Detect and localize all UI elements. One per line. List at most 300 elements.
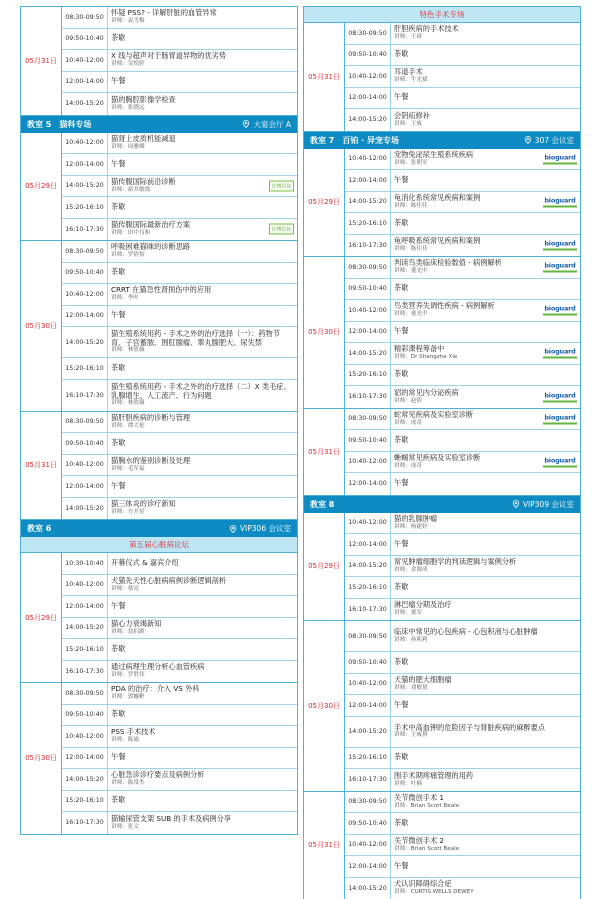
room-location <box>242 119 291 130</box>
room-name: 教室 5 猫科专场 <box>27 119 92 129</box>
session-title: 猫三体炎的诊疗新知 <box>111 499 176 509</box>
session-title: 猫的乳腺肿瘤 <box>394 513 438 523</box>
session-content <box>108 498 297 520</box>
session-title: 猫传腹国际最新治疗方案 <box>111 220 191 230</box>
session-title: PDA 的治疗：介入 VS 外科 <box>111 684 200 694</box>
logo-main: bio <box>544 413 556 422</box>
session-content <box>108 596 297 617</box>
session-time: 09:50-10:40 <box>62 705 108 726</box>
day-date: 05月29日 <box>21 553 62 682</box>
session-content <box>108 327 297 357</box>
session-title: 茶歇 <box>394 434 409 444</box>
session-time: 09:50-10:40 <box>345 45 391 66</box>
session-title: 茶歇 <box>394 581 409 591</box>
session-speaker: 讲师：董光中 <box>394 311 428 318</box>
session-time: 09:50-10:40 <box>345 430 391 451</box>
day-date: 05月31日 <box>304 792 345 899</box>
logo-accent: guard <box>555 391 576 400</box>
session-title: 鸟类营养失调性疾病 - 病例解析 <box>394 301 495 311</box>
session-speaker: 讲师：王琦 <box>394 34 422 41</box>
day-date: 05月29日 <box>304 513 345 621</box>
session-speaker: 讲师：吴悦婷 <box>111 61 145 68</box>
session-row <box>62 358 297 380</box>
session-content <box>391 365 580 386</box>
session-time: 14:00-15:20 <box>345 556 391 577</box>
session-speaker: 讲师：陈佳佳 <box>394 246 428 253</box>
session-row <box>62 219 297 241</box>
session-row <box>345 66 580 88</box>
session-speaker: 讲师：成奇 <box>394 462 422 469</box>
session-title: 午餐 <box>394 478 409 488</box>
room-location-text: VIP306 会议室 <box>239 524 291 533</box>
session-speaker: 讲师：翁伯源 <box>111 628 145 635</box>
session-content <box>108 306 297 327</box>
session-time: 10:40-12:00 <box>345 674 391 695</box>
session-time: 14:00-15:20 <box>62 498 108 520</box>
session-content <box>391 235 580 257</box>
session-speaker: 讲师：张晓远 <box>111 104 145 111</box>
session-time: 15:20-16:10 <box>345 748 391 769</box>
session-title: 午餐 <box>111 158 126 168</box>
session-row <box>62 661 297 683</box>
session-speaker: 讲师：周雅卿 <box>111 143 145 150</box>
session-content <box>391 279 580 300</box>
session-row <box>345 300 580 322</box>
day-date: 05月29日 <box>21 133 62 241</box>
session-row <box>62 7 297 29</box>
session-content <box>391 534 580 555</box>
session-title: 龟消化系统常见疾病和案例 <box>394 192 481 202</box>
day-block <box>21 412 297 521</box>
session-title: 茶歇 <box>111 201 126 211</box>
session-title: 貂的常见内分泌疾病 <box>394 387 459 397</box>
session-time: 16:10-17:30 <box>345 386 391 408</box>
day-date: 05月31日 <box>21 7 62 115</box>
session-row <box>345 717 580 748</box>
day-date: 05月31日 <box>304 23 345 131</box>
bioguard-logo <box>543 413 577 424</box>
logo-main: bio <box>544 304 556 313</box>
session-row <box>62 455 297 477</box>
session-title: 午餐 <box>111 76 126 86</box>
session-time: 09:50-10:40 <box>345 813 391 834</box>
session-row <box>345 409 580 431</box>
session-time: 14:00-15:20 <box>345 109 391 131</box>
session-time: 10:40-12:00 <box>62 575 108 596</box>
session-row <box>345 473 580 495</box>
session-content <box>108 553 297 574</box>
session-speaker: 讲师：张朝军 <box>394 159 428 166</box>
session-content <box>108 575 297 596</box>
session-speaker: 讲师：田中良和 <box>111 230 151 237</box>
session-content <box>108 154 297 175</box>
session-row <box>62 553 297 575</box>
session-speaker: 讲师：谭大伦 <box>111 422 145 429</box>
session-speaker: 讲师：叶楠 <box>394 780 422 787</box>
session-time: 14:00-15:20 <box>345 343 391 364</box>
session-content <box>108 639 297 660</box>
session-row <box>345 235 580 257</box>
session-row <box>345 213 580 235</box>
session-title: 蛇常见疾病及实验室诊断 <box>394 409 474 419</box>
logo-accent: guard <box>555 239 576 248</box>
session-content <box>391 813 580 834</box>
session-content <box>108 618 297 639</box>
logo-accent: guard <box>555 304 576 313</box>
session-row <box>62 498 297 520</box>
session-speaker: 讲师：张文 <box>111 823 139 830</box>
session-row <box>345 365 580 387</box>
session-row <box>345 556 580 578</box>
logo-accent: guard <box>555 261 576 270</box>
session-row <box>62 154 297 176</box>
session-content <box>108 241 297 262</box>
session-title: 精彩课程筹备中 <box>394 344 445 354</box>
session-row <box>345 835 580 857</box>
room-header <box>304 132 580 149</box>
day-block <box>21 133 297 242</box>
session-time: 15:20-16:10 <box>345 365 391 386</box>
session-title: 猫输尿管支架 SUB 的手术及病例分享 <box>111 813 231 823</box>
session-title: 猫生殖系统用药 - 手术之外的治疗选择（一）：药物节育、子宫蓄脓、围肛腺瘤、睾丸腺肥大、尿失禁 <box>111 328 280 347</box>
logo-accent: guard <box>555 153 576 162</box>
session-content <box>391 556 580 577</box>
session-speaker: 讲师：CURTIS WELLS DEWEY <box>394 889 474 896</box>
day-date: 05月30日 <box>21 683 62 834</box>
session-title: 茶歇 <box>394 283 409 293</box>
session-content <box>108 705 297 726</box>
room-location-text: 大宴会厅 A <box>253 119 291 129</box>
session-row <box>345 386 580 408</box>
session-content <box>391 513 580 534</box>
session-speaker: 讲师：陈常杰 <box>111 780 145 787</box>
session-time: 16:10-17:30 <box>62 812 108 834</box>
session-speaker: 讲师：赵倩 <box>394 397 422 404</box>
bioguard-logo <box>543 348 577 359</box>
session-speaker: 讲师：林欣薇 <box>111 347 145 354</box>
day-block <box>21 241 297 412</box>
session-title: PSS 手术技术 <box>111 727 156 737</box>
session-time: 10:40-12:00 <box>345 452 391 473</box>
session-row <box>345 577 580 599</box>
session-content <box>391 473 580 495</box>
session-speaker: 讲师：孙莉莉 <box>394 636 428 643</box>
logo-accent: guard <box>555 196 576 205</box>
day-date: 05月31日 <box>304 409 345 495</box>
session-time: 16:10-17:30 <box>345 235 391 257</box>
session-time: 15:20-16:10 <box>62 358 108 379</box>
logo-accent: guard <box>555 456 576 465</box>
session-speaker: 讲师：Dr Shangzhe Xie <box>394 354 458 361</box>
logo-main: bio <box>544 347 556 356</box>
session-row <box>345 652 580 674</box>
session-content <box>108 791 297 812</box>
session-content <box>108 412 297 433</box>
session-time: 14:00-15:20 <box>345 192 391 213</box>
session-row <box>345 322 580 344</box>
session-content <box>391 170 580 191</box>
session-row <box>62 705 297 727</box>
session-time: 12:00-14:00 <box>62 154 108 175</box>
session-title: 开幕仪式 & 嘉宾介绍 <box>111 557 179 567</box>
session-title: 判读鸟类临床检验数值 - 病例解析 <box>394 258 502 268</box>
session-time: 08:30-09:50 <box>62 683 108 704</box>
session-row <box>345 674 580 696</box>
session-content <box>391 878 580 899</box>
day-block <box>304 149 580 258</box>
session-speaker: 讲师：刘敏倩 <box>394 684 428 691</box>
logo-main: bio <box>544 153 556 162</box>
session-row <box>345 695 580 717</box>
session-title: 午餐 <box>394 538 409 548</box>
session-time: 16:10-17:30 <box>345 599 391 621</box>
day-date: 05月29日 <box>304 149 345 257</box>
room-header <box>21 116 297 133</box>
day-block <box>21 683 297 835</box>
session-row <box>345 856 580 878</box>
session-time: 14:00-15:20 <box>62 618 108 639</box>
session-content <box>391 695 580 716</box>
session-time: 09:50-10:40 <box>62 433 108 454</box>
session-row <box>62 683 297 705</box>
session-title: 犬猫的肥大细胞瘤 <box>394 674 452 684</box>
logo-main: bio <box>544 261 556 270</box>
session-content <box>391 109 580 131</box>
session-content <box>108 726 297 747</box>
session-row <box>62 93 297 115</box>
session-content <box>391 45 580 66</box>
logo-main: bio <box>544 391 556 400</box>
session-row <box>345 279 580 301</box>
session-time: 08:30-09:50 <box>345 792 391 813</box>
session-title: 茶歇 <box>394 369 409 379</box>
session-title: 茶歇 <box>394 752 409 762</box>
session-time: 09:50-10:40 <box>345 279 391 300</box>
session-content <box>391 599 580 621</box>
session-title: 茶歇 <box>394 217 409 227</box>
session-content <box>108 812 297 834</box>
session-row <box>62 596 297 618</box>
session-time: 08:30-09:50 <box>62 241 108 262</box>
room-location-text: 307 会议室 <box>534 135 574 145</box>
session-speaker: 讲师：陈佳佳 <box>394 202 428 209</box>
session-content <box>391 66 580 87</box>
session-row <box>62 284 297 306</box>
session-speaker: 讲师：陈瑜 <box>111 737 139 744</box>
room-location <box>229 523 291 534</box>
day-date: 05月30日 <box>304 621 345 791</box>
session-content <box>108 93 297 115</box>
session-content <box>108 197 297 218</box>
session-title: 午餐 <box>394 326 409 336</box>
session-title: 淋巴瘤分期及治疗 <box>394 600 452 610</box>
session-time: 12:00-14:00 <box>62 748 108 769</box>
session-time: 15:20-16:10 <box>345 213 391 234</box>
session-title: CRRT 在猫急性肾损伤中的应用 <box>111 285 212 295</box>
session-content <box>391 717 580 747</box>
session-time: 08:30-09:50 <box>62 7 108 28</box>
session-time: 14:00-15:20 <box>62 93 108 115</box>
session-row <box>62 263 297 285</box>
session-time: 08:30-09:50 <box>345 23 391 44</box>
session-title: 手术中高血钾的危险因子与肾脏疾病的麻醉要点 <box>394 722 545 732</box>
session-row <box>345 534 580 556</box>
session-content <box>391 652 580 673</box>
session-title: 茶歇 <box>111 437 126 447</box>
session-time: 12:00-14:00 <box>345 88 391 109</box>
session-row <box>345 109 580 131</box>
session-time: 09:50-10:40 <box>62 29 108 50</box>
session-content <box>108 380 297 411</box>
session-title: 茶歇 <box>111 362 126 372</box>
session-content <box>108 683 297 704</box>
room-name: 教室 8 <box>310 499 335 509</box>
session-content <box>391 577 580 598</box>
session-time: 10:40-12:00 <box>345 513 391 534</box>
room-location <box>524 135 574 146</box>
session-row <box>62 29 297 51</box>
session-speaker: 讲师：蔡亮 <box>111 585 139 592</box>
session-time: 15:20-16:10 <box>62 197 108 218</box>
session-row <box>345 748 580 770</box>
session-time: 15:20-16:10 <box>62 791 108 812</box>
logo-main: bio <box>544 196 556 205</box>
session-speaker: 讲师：王威 <box>394 120 422 127</box>
session-time: 14:00-15:20 <box>345 878 391 899</box>
session-title: 茶歇 <box>111 643 126 653</box>
session-content <box>108 7 297 28</box>
session-row <box>345 45 580 67</box>
session-title: 茶歇 <box>394 656 409 666</box>
session-row <box>62 327 297 358</box>
day-block <box>304 409 580 496</box>
session-speaker: 讲师：董军 <box>394 610 422 617</box>
session-row <box>62 476 297 498</box>
session-content <box>391 322 580 343</box>
session-row <box>345 88 580 110</box>
room-location <box>512 499 574 510</box>
session-title: 午餐 <box>111 600 126 610</box>
session-time: 10:40-12:00 <box>62 455 108 476</box>
session-time: 10:40-12:00 <box>62 284 108 305</box>
session-content <box>108 219 297 241</box>
session-row <box>345 878 580 899</box>
day-block <box>21 553 297 683</box>
session-time: 12:00-14:00 <box>345 856 391 877</box>
logo-main: bio <box>544 239 556 248</box>
session-time: 10:40-12:00 <box>345 835 391 856</box>
day-date: 05月30日 <box>304 257 345 408</box>
session-row <box>62 791 297 813</box>
session-time: 16:10-17:30 <box>62 380 108 411</box>
session-time: 09:50-10:40 <box>345 652 391 673</box>
bioguard-logo <box>543 391 577 402</box>
session-title: 蜥蜴常见疾病及实验室诊断 <box>394 452 481 462</box>
session-row <box>345 192 580 214</box>
sponsor-logo: 汪博贝比 <box>269 224 294 235</box>
session-title: 通过病理生理分析心血管疾病 <box>111 662 205 672</box>
session-speaker: 讲师：毛军福 <box>111 465 145 472</box>
session-time: 14:00-15:20 <box>62 176 108 197</box>
session-title: 猫胸水的鉴别诊断及处理 <box>111 455 191 465</box>
day-date: 05月31日 <box>21 412 62 520</box>
logo-accent: guard <box>555 347 576 356</box>
session-content <box>391 257 580 278</box>
session-content <box>108 72 297 93</box>
session-content <box>391 856 580 877</box>
session-time: 14:00-15:20 <box>62 769 108 790</box>
session-content <box>391 430 580 451</box>
session-content <box>108 433 297 454</box>
session-content <box>391 835 580 856</box>
session-content <box>108 284 297 305</box>
session-row <box>62 241 297 263</box>
session-time: 14:00-15:20 <box>345 717 391 747</box>
bioguard-logo <box>543 456 577 467</box>
session-content <box>108 769 297 790</box>
bioguard-logo <box>543 240 577 251</box>
session-time: 12:00-14:00 <box>345 322 391 343</box>
session-time: 15:20-16:10 <box>345 577 391 598</box>
session-title: 茶歇 <box>394 817 409 827</box>
session-speaker: 讲师：牛光斌 <box>394 77 428 84</box>
session-content <box>391 192 580 213</box>
session-title: 茶歇 <box>111 709 126 719</box>
session-title: 午餐 <box>394 174 409 184</box>
bioguard-logo <box>543 153 577 164</box>
session-content <box>108 50 297 71</box>
day-block <box>304 23 580 132</box>
session-title: 茶歇 <box>111 267 126 277</box>
session-content <box>391 343 580 364</box>
session-row <box>345 23 580 45</box>
session-row <box>345 430 580 452</box>
session-title: 心脏急诊诊疗要点及病例分析 <box>111 770 205 780</box>
session-time: 14:00-15:20 <box>62 327 108 357</box>
session-row <box>345 599 580 621</box>
session-row <box>345 621 580 652</box>
session-title: 茶歇 <box>394 49 409 59</box>
session-speaker: 讲师：王威祺 <box>394 732 428 739</box>
session-title: 午餐 <box>111 752 126 762</box>
session-row <box>62 133 297 155</box>
session-time: 16:10-17:30 <box>345 769 391 791</box>
session-time: 12:00-14:00 <box>62 596 108 617</box>
session-speaker: 讲师：方开星 <box>111 509 145 516</box>
location-pin-icon <box>229 525 237 533</box>
session-time: 10:40-12:00 <box>345 300 391 321</box>
session-title: 午餐 <box>394 860 409 870</box>
session-content <box>391 300 580 321</box>
session-row <box>345 792 580 814</box>
session-time: 10:40-12:00 <box>345 149 391 170</box>
session-row <box>62 726 297 748</box>
session-row <box>62 176 297 198</box>
session-row <box>62 769 297 791</box>
day-block <box>304 513 580 622</box>
bioguard-logo <box>543 305 577 316</box>
session-title: X 线与超声对于肠胃道异物的优劣势 <box>111 51 227 61</box>
session-speaker: 讲师：郭巍彬 <box>111 694 145 701</box>
session-title: 猫肾上皮质机能减退 <box>111 133 176 143</box>
session-speaker: 讲师：Brian Scott Beale <box>394 845 460 852</box>
session-content <box>108 661 297 683</box>
session-time: 16:10-17:30 <box>62 219 108 241</box>
session-speaker: 讲师：董光中 <box>394 268 428 275</box>
session-content <box>391 748 580 769</box>
session-title: 呼吸困难猫咪的诊断思路 <box>111 242 191 252</box>
session-title: 午餐 <box>394 92 409 102</box>
